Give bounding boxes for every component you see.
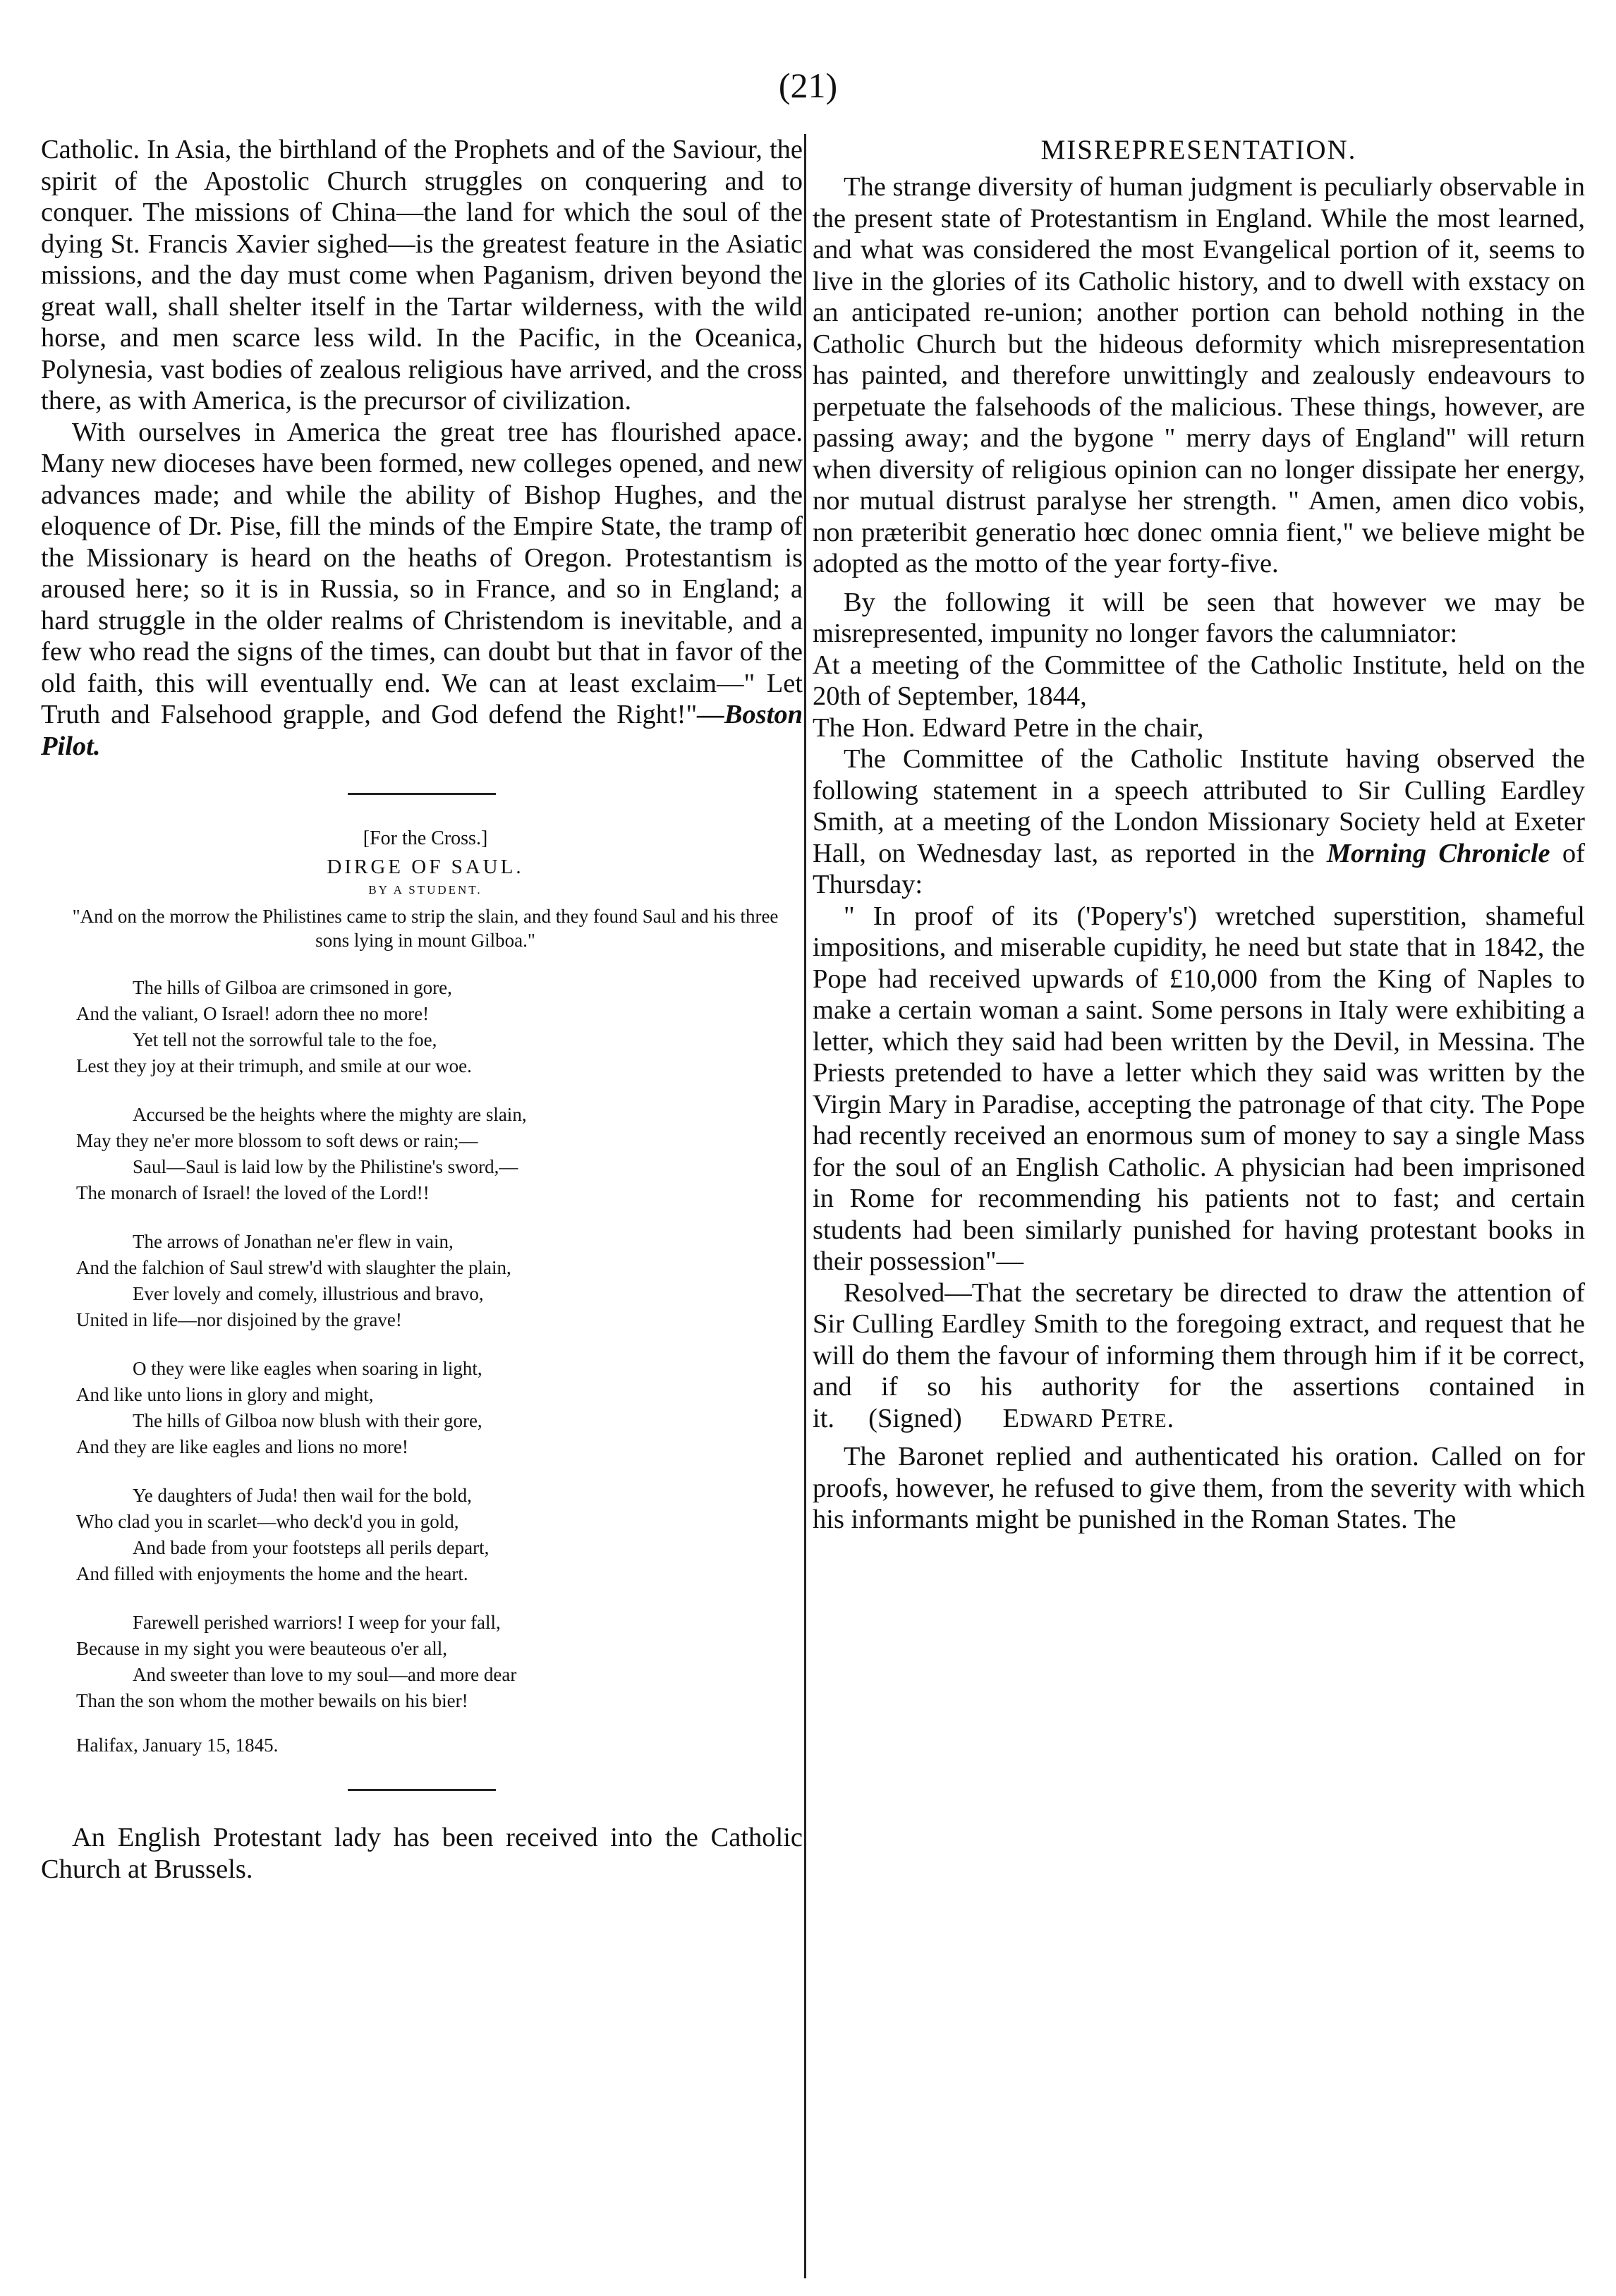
- poem-line: And they are like eagles and lions no more!: [76, 1436, 408, 1457]
- poem-line: Lest they joy at their trimuph, and smile at our woe.: [76, 1055, 472, 1076]
- poem-stanza: [55, 1229, 796, 1333]
- poem-line: And bade from your footsteps all perils depart,: [133, 1537, 490, 1558]
- poem-line: O they were like eagles when soaring in light,: [133, 1358, 482, 1379]
- poem-title: DIRGE OF SAUL.: [327, 856, 524, 878]
- section-divider: [348, 793, 496, 795]
- poem-line: Saul—Saul is laid low by the Philistine's sword,—: [133, 1156, 518, 1177]
- poem-line: The monarch of Israel! the loved of the Lord!!: [76, 1182, 430, 1203]
- source-credit: —Boston Pilot.: [41, 700, 803, 761]
- poem-header: [For the Cross.]: [363, 827, 488, 849]
- poem-line: And sweeter than love to my soul—and more dear: [133, 1664, 517, 1685]
- meeting-chair: The Hon. Edward Petre in the chair,: [813, 712, 1204, 743]
- poem-epigraph: "And on the morrow the Philistines came to strip the slain, and they found Saul and his three sons lying in mount Gilboa.": [72, 906, 779, 951]
- poem-line: May they ne'er more blossom to soft dews or rain;—: [76, 1130, 478, 1151]
- section-divider: [348, 1789, 496, 1791]
- poem-line: And the falchion of Saul strew'd with slaughter the plain,: [76, 1257, 511, 1278]
- article-paragraph: By the following it will be seen that however we may be misrepresented, impunity no longer favors the calumniator:: [813, 587, 1585, 648]
- poem-line: And filled with enjoyments the home and the heart.: [76, 1563, 468, 1584]
- article-heading: MISREPRESENTATION.: [1040, 135, 1357, 165]
- poem-stanza: [55, 1483, 796, 1587]
- resolution-text: Resolved—That the secretary be directed to draw the attention of Sir Culling Eardley Smith to the foregoing extract, and request that he will do them the favour of informing them through him if it be correct, and if so his authority for the assertions contained in it.: [813, 1277, 1585, 1433]
- poem-line: Yet tell not the sorrowful tale to the foe,: [133, 1029, 437, 1050]
- poem-signoff: Halifax, January 15, 1845.: [76, 1735, 279, 1756]
- poem-line: Because in my sight you were beauteous o'er all,: [76, 1638, 447, 1659]
- paragraph-text: With ourselves in America the great tree has flourished apace. Many new dioceses have been formed, new colleges opened, and new advances made; and while the ability of Bishop Hughes, and the eloquence of Dr. Pise, fill the minds of the Empire State, the tramp of the Missionary is heard on the heaths of Oregon. Protestantism is aroused here; so it is in Russia, so in France, and so in England; a hard struggle in the older realms of Christendom is inevitable, and a few who read the signs of the times, can doubt but that in favor of the old faith, this will eventually end. We can at least exclaim—" Let Truth and Falsehood grapple, and God defend the Right!": [41, 417, 803, 729]
- newspaper-name: Morning Chronicle: [1326, 838, 1550, 868]
- page-number: (21): [778, 66, 838, 105]
- article-paragraph: The strange diversity of human judgment is peculiarly observable in the present state of Protestantism in England. While the most learned, and what was considered the most Evangelical portion of it, seems to live in the glories of its Catholic history, and to dwell with exstacy on an anticipated re-union; another portion can behold nothing in the Catholic Church but the hideous deformity which misrepresentation has painted, and therefore unwittingly and zealously endeavours to perpetuate the falsehoods of the malicious. These things, however, are passing away; and the bygone " merry days of England" will return when diversity of religious opinion can no longer dissipate her energy, nor mutual distrust paralyse her strength. " Amen, amen dico vobis, non præteribit generatio hœc donec omnia fient," we believe might be adopted as the motto of the year forty-five.: [813, 172, 1585, 578]
- news-item: An English Protestant lady has been received into the Catholic Church at Brussels.: [41, 1823, 803, 1884]
- poem-line: And the valiant, O Israel! adorn thee no more!: [76, 1003, 430, 1024]
- paragraph-text: The Committee of the Catholic Institute having observed the following statement in a speech attributed to Sir Culling Eardley Smith, at a meeting of the London Missionary Society held at Exeter Hall, on Wednesday last, as reported in the: [813, 744, 1585, 868]
- meeting-notice: At a meeting of the Committee of the Catholic Institute, held on the 20th of September, 1844,: [813, 650, 1585, 711]
- poem-line: The hills of Gilboa are crimsoned in gore,: [133, 977, 452, 998]
- poem-line: The arrows of Jonathan ne'er flew in vain,: [133, 1231, 454, 1252]
- poem-line: Accursed be the heights where the mighty are slain,: [133, 1104, 527, 1125]
- resolution: [813, 1277, 1585, 1435]
- poem-line: And like unto lions in glory and might,: [76, 1384, 374, 1405]
- poem-line: Who clad you in scarlet—who deck'd you in gold,: [76, 1511, 459, 1532]
- quoted-statement: " In proof of its ('Popery's') wretched superstition, shameful impositions, and miserable cupidity, he need but state that in 1842, the Pope had received upwards of £10,000 from the King of Naples to make a certain woman a saint. Some persons in Italy were exhibiting a letter, which they said had been written by the Devil, in Messina. The Priests pretended to have a letter which they said was written by the Virgin Mary in Paradise, accepting the patronage of that city. The Pope had recently received an enormous sum of money to say a single Mass for the soul of an English Catholic. A physician had been imprisoned in Rome for recommending his patients not to fast; and certain students had been similarly punished for having protestant books in their possession"—: [813, 901, 1585, 1276]
- right-column: [813, 134, 1585, 1536]
- poem-byline: BY A STUDENT.: [368, 883, 482, 897]
- poem-line: Farewell perished warriors! I weep for your fall,: [133, 1612, 501, 1633]
- poem-stanza: [55, 975, 796, 1079]
- poem: [55, 826, 796, 1758]
- poem-line: The hills of Gilboa now blush with their gore,: [133, 1410, 482, 1431]
- poem-stanza: [55, 1356, 796, 1460]
- poem-line: United in life—nor disjoined by the grave!: [76, 1309, 402, 1330]
- poem-line: Ye daughters of Juda! then wail for the bold,: [133, 1485, 472, 1506]
- left-column: [41, 134, 803, 1885]
- poem-stanza: [55, 1102, 796, 1206]
- paragraph-text: of Thursday:: [813, 838, 1586, 899]
- article-paragraph: The Baronet replied and authenticated his oration. Called on for proofs, however, he refused to give them, from the severity with which his informants might be punished in the Roman States. The: [813, 1442, 1585, 1534]
- poem-line: Ever lovely and comely, illustrious and bravo,: [133, 1283, 484, 1304]
- article-paragraph: Catholic. In Asia, the birthland of the Prophets and of the Saviour, the spirit of the Apostolic Church struggles on conquering and to conquer. The missions of China—the land for which the soul of the dying St. Francis Xavier sighed—is the greatest feature in the Asiatic missions, and the day must come when Paganism, driven beyond the great wall, shall shelter itself in the Tartar wilderness, with the wild horse, and men scarce less wild. In the Pacific, in the Oceanica, Polynesia, vast bodies of zealous religious have arrived, and the cross there, as with America, is the precursor of civilization.: [41, 135, 803, 415]
- article-paragraph: [41, 417, 803, 763]
- column-divider: [804, 134, 806, 2278]
- signed-label: (Signed): [868, 1403, 962, 1433]
- poem-line: Than the son whom the mother bewails on his bier!: [76, 1690, 468, 1711]
- signature-name: Edward Petre.: [1002, 1403, 1175, 1433]
- poem-stanza: [55, 1610, 796, 1714]
- article-paragraph: [813, 743, 1585, 901]
